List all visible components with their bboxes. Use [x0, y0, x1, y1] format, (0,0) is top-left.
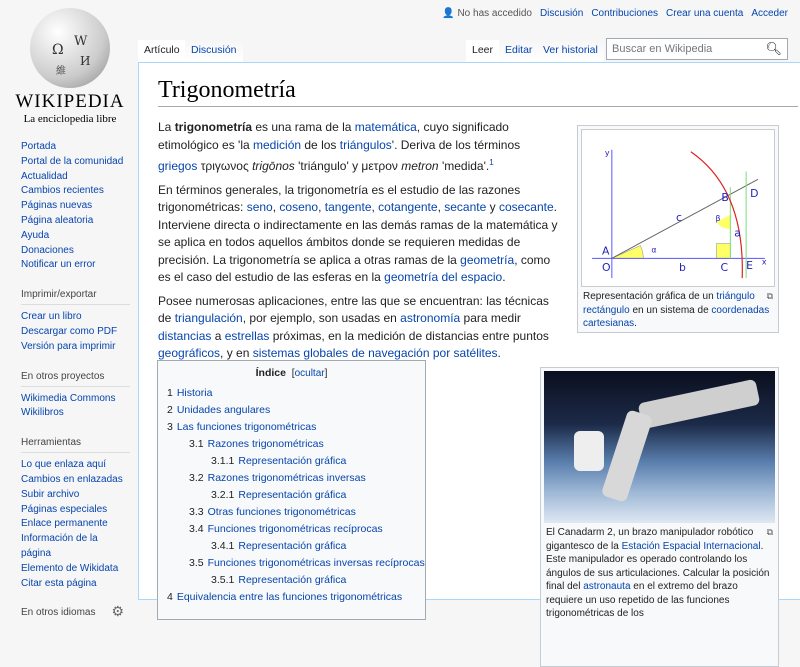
- text: 'triángulo' y μετρον: [294, 159, 402, 173]
- link-griegos[interactable]: griegos: [158, 159, 198, 173]
- toc-number: 3.5: [189, 557, 204, 569]
- sidebar-item-elemento-de-wikidata[interactable]: Elemento de Wikidata: [21, 562, 119, 574]
- personal-tools: [442, 8, 788, 19]
- toc-number: 3: [167, 421, 173, 433]
- label-y: y: [604, 148, 610, 158]
- toc-link[interactable]: Otras funciones trigonométricas: [207, 506, 356, 518]
- link-tangente[interactable]: tangente: [324, 200, 372, 214]
- text: La: [158, 120, 175, 134]
- sidebar-item-descargar-como-pdf[interactable]: Descargar como PDF: [21, 325, 118, 337]
- canadarm-photo[interactable]: [544, 371, 775, 523]
- text: en un sistema de: [629, 304, 712, 316]
- text: , y en: [220, 346, 253, 360]
- toc-item[interactable]: [165, 555, 425, 572]
- wordmark: WIKIPEDIA: [15, 91, 125, 112]
- toc-item[interactable]: [165, 436, 418, 453]
- italic-text: trigōnos: [252, 159, 295, 173]
- toc-item[interactable]: [165, 402, 418, 419]
- link-estacion-espacial-internacional[interactable]: Estación Espacial Internacional: [621, 540, 761, 552]
- toc-number: 3.2.1: [211, 489, 235, 501]
- wikipedia-logo[interactable]: [10, 8, 130, 125]
- toc-number: 3.3: [189, 506, 204, 518]
- toc-number: 3.1: [189, 438, 204, 450]
- toc-item[interactable]: [165, 572, 418, 589]
- projects-heading: En otros proyectos: [21, 367, 130, 387]
- sidebar-item-portada[interactable]: Portada: [21, 141, 57, 152]
- triangle-diagram[interactable]: [581, 129, 775, 287]
- sidebar-item-version-para-imprimir[interactable]: Versión para imprimir: [21, 340, 116, 352]
- toc-item[interactable]: [165, 487, 418, 504]
- italic-text: metron: [401, 159, 439, 173]
- link-coseno[interactable]: coseno: [279, 200, 319, 214]
- link-coordenadas-cartesianas[interactable]: coordenadas cartesianas: [583, 304, 770, 329]
- sidebar-item-informacion-de-la-pagina[interactable]: Información de la página: [21, 533, 98, 559]
- link-geometria-del-espacio[interactable]: geometría del espacio: [384, 270, 503, 284]
- text: es una rama de la: [252, 120, 355, 134]
- toc-item[interactable]: [165, 504, 418, 521]
- print-heading: Imprimir/exportar: [21, 285, 130, 305]
- tools-heading: Herramientas: [21, 433, 130, 453]
- toc-link[interactable]: Funciones trigonométricas inversas recíprocas: [207, 557, 425, 569]
- toc-number: 3.5.1: [211, 574, 235, 586]
- bold-text: trigonometría: [174, 120, 253, 134]
- text: . Interviene directa o indirectamente en las demás ramas de la matemática y se aplica en todos aquellos ámbitos donde se requieren medidas de precisión. La trigonometría se aplica a otras ramas de la: [158, 200, 558, 267]
- link-astronomia[interactable]: astronomía: [400, 311, 461, 325]
- text: , como es el caso del estudio de las esferas en la: [158, 252, 551, 284]
- text: , por ejemplo, son usadas en: [242, 311, 401, 325]
- toc-link[interactable]: Representación gráfica: [238, 574, 347, 586]
- sidebar-item-actualidad[interactable]: Actualidad: [21, 170, 68, 182]
- enlarge-icon[interactable]: ⧉: [766, 527, 773, 537]
- tab-edit[interactable]: Editar: [499, 40, 538, 62]
- languages-heading: En otros idiomas: [21, 607, 96, 619]
- text: .: [634, 318, 637, 329]
- sidebar-item-citar-esta-pagina[interactable]: Citar esta página: [21, 577, 97, 589]
- link-astronauta[interactable]: astronauta: [583, 581, 631, 592]
- sidebar-item-cambios-recientes[interactable]: Cambios recientes: [21, 185, 104, 197]
- toc-number: 3.4: [189, 523, 204, 535]
- link-triangulo-rectangulo[interactable]: triángulo rectángulo: [583, 291, 755, 316]
- create-account-link[interactable]: Crear una cuenta: [666, 8, 744, 19]
- link-sistemas-globales-de-navegacion-por-satelites[interactable]: sistemas globales de navegación por satélites: [252, 346, 498, 360]
- text: τριγωνος: [197, 159, 253, 173]
- sidebar-item-subir-archivo[interactable]: Subir archivo: [21, 488, 80, 500]
- paragraph-general: [158, 182, 558, 287]
- label-O: O: [601, 261, 611, 275]
- tagline: La enciclopedia libre: [23, 113, 117, 125]
- search-icon[interactable]: 🔍︎: [765, 41, 782, 56]
- toc-item[interactable]: [165, 453, 418, 470]
- toc-link[interactable]: Funciones trigonométricas recíprocas: [207, 523, 383, 535]
- text: ,: [371, 200, 379, 214]
- link-estrellas[interactable]: estrellas: [224, 328, 270, 343]
- text: ,: [318, 200, 325, 214]
- figure-triangle: [577, 125, 779, 333]
- toc-number: 4: [167, 591, 173, 603]
- text: El Canadarm 2, un brazo manipulador robótico gigantesco de la: [546, 527, 754, 552]
- sidebar-item-wikilibros[interactable]: Wikilibros: [21, 407, 64, 419]
- text: en el extremo del brazo requiere un uso repetido de las funciones trigonométricas de los: [546, 581, 738, 619]
- toc-link[interactable]: Unidades angulares: [176, 404, 271, 416]
- user-status: 👤 No has accedido: [442, 8, 532, 19]
- toc-link[interactable]: Historia: [176, 387, 213, 399]
- figure-canadarm: [540, 367, 779, 667]
- text: '. Deriva de los términos: [391, 137, 521, 152]
- figure-caption: [544, 523, 775, 624]
- link-geograficos[interactable]: geográficos: [158, 346, 221, 360]
- label-beta: β: [715, 213, 721, 223]
- table-of-contents: Índice [ocultar] 1 Historia 2 Unidades angulares 3 Las funciones trigonométricas 3.1 Razones trigonométricas 3.1.1 Representación gráfica 3.2 Razones trigonométricas inversas 3.2.1 Representación gráfica 3.3 Otras funciones trigonométricas 3.4 Funciones trigonométricas recíprocas 3.4.1 Representación gráfica 3.5 Funciones trigonométricas inversas recíprocas 3.5.1 Representación gráfica 4 Equivalencia entre las funciones trigonométricas: [157, 360, 426, 620]
- text: de los: [301, 137, 340, 152]
- label-alpha: α: [651, 245, 657, 255]
- talk-link[interactable]: Discusión: [539, 8, 584, 19]
- tab-discussion[interactable]: Discusión: [185, 40, 243, 62]
- tab-article[interactable]: Artículo: [138, 40, 186, 62]
- label-A: A: [601, 244, 610, 258]
- toc-item[interactable]: [165, 385, 418, 402]
- link-medicion[interactable]: medición: [253, 137, 302, 152]
- text: .: [497, 346, 501, 360]
- link-seno[interactable]: seno: [246, 200, 273, 214]
- label-b: b: [678, 261, 686, 275]
- label-c: c: [676, 210, 683, 224]
- text: Representación gráfica de un: [583, 291, 717, 302]
- toc-item[interactable]: [165, 538, 418, 555]
- label-C: C: [720, 261, 729, 275]
- text: , cuyo significado etimológico es 'la: [158, 120, 509, 152]
- toc-number: 2: [167, 404, 173, 416]
- text: Posee numerosas aplicaciones, entre las que se encuentran: las técnicas de: [158, 293, 549, 325]
- text: ,: [437, 200, 445, 214]
- link-triangulos[interactable]: triángulos: [339, 137, 392, 152]
- toc-item[interactable]: [165, 589, 418, 606]
- text: para medir: [460, 311, 521, 325]
- label-E: E: [746, 259, 754, 273]
- tab-history[interactable]: Ver historial: [537, 40, 604, 62]
- link-cotangente[interactable]: cotangente: [378, 200, 438, 214]
- gear-icon[interactable]: ⚙: [111, 603, 124, 620]
- page-title: Trigonometría: [158, 77, 798, 107]
- content: [138, 62, 800, 619]
- toc-link[interactable]: Representación gráfica: [238, 540, 347, 552]
- toc-link[interactable]: Las funciones trigonométricas: [176, 421, 317, 433]
- sidebar-item-paginas-nuevas[interactable]: Páginas nuevas: [21, 200, 93, 212]
- text: ,: [272, 200, 280, 214]
- toc-link[interactable]: Razones trigonométricas: [207, 438, 324, 450]
- text: próximas, en la medición de distancias entre puntos: [269, 328, 549, 343]
- text: 'medida'.: [438, 159, 490, 173]
- toc-item[interactable]: [165, 419, 418, 436]
- sidebar-item-paginas-especiales[interactable]: Páginas especiales: [21, 503, 108, 515]
- toc-number: 3.2: [189, 472, 204, 484]
- figure-caption: [581, 287, 775, 334]
- text: En términos generales, la trigonometría es el estudio de las razones trigonométricas:: [158, 182, 521, 214]
- search-input[interactable]: Buscar en Wikipedia 🔍︎: [606, 38, 788, 60]
- toc-link[interactable]: Razones trigonométricas inversas: [207, 472, 366, 484]
- toc-number: 3.1.1: [211, 455, 235, 467]
- link-distancias[interactable]: distancias: [158, 328, 212, 343]
- contributions-link[interactable]: Contribuciones: [591, 8, 659, 19]
- reference-link[interactable]: 1: [489, 158, 494, 167]
- label-B: B: [721, 191, 729, 205]
- sidebar-item-wikimedia-commons[interactable]: Wikimedia Commons: [21, 392, 116, 404]
- toc-item[interactable]: [165, 470, 418, 487]
- text: . Este manipulador es operado controlando los ángulos de sus articulaciones. Calcular la posición final del: [546, 540, 770, 592]
- sidebar-item-cambios-en-enlazadas[interactable]: Cambios en enlazadas: [21, 473, 123, 485]
- toc-toggle[interactable]: ocultar: [294, 368, 325, 379]
- toc-link[interactable]: Equivalencia entre las funciones trigonométricas: [176, 591, 403, 603]
- enlarge-icon[interactable]: ⧉: [766, 291, 773, 301]
- link-secante[interactable]: secante: [444, 200, 487, 214]
- toc-link[interactable]: Representación gráfica: [238, 489, 347, 501]
- toc-link[interactable]: Representación gráfica: [238, 455, 347, 467]
- globe-icon: Ω W И 維: [30, 8, 110, 88]
- sidebar-item-donaciones[interactable]: Donaciones: [21, 244, 74, 256]
- text: y: [486, 200, 499, 214]
- link-triangulacion[interactable]: triangulación: [174, 311, 243, 325]
- toc-number: 1: [167, 387, 173, 399]
- sidebar-item-portal-de-la-comunidad[interactable]: Portal de la comunidad: [21, 155, 124, 167]
- sidebar-item-ayuda[interactable]: Ayuda: [21, 229, 50, 241]
- toc-title: Índice: [255, 367, 286, 379]
- sidebar-item-notificar-un-error[interactable]: Notificar un error: [21, 259, 96, 271]
- text: .: [502, 270, 506, 284]
- toc-item[interactable]: [165, 521, 418, 538]
- tab-read[interactable]: Leer: [466, 40, 499, 62]
- toc-number: 3.4.1: [211, 540, 235, 552]
- login-link[interactable]: Acceder: [751, 8, 788, 19]
- link-geometria[interactable]: geometría: [460, 252, 515, 267]
- label-x: x: [761, 257, 767, 267]
- sidebar-item-crear-un-libro[interactable]: Crear un libro: [21, 311, 82, 323]
- link-cosecante[interactable]: cosecante: [498, 200, 554, 214]
- paragraph-applications: [158, 293, 558, 363]
- link-matematica[interactable]: matemática: [354, 120, 417, 134]
- paragraph-intro: [158, 119, 558, 176]
- sidebar: [0, 140, 138, 634]
- label-D: D: [750, 187, 759, 201]
- label-a: a: [734, 226, 741, 240]
- text: a: [211, 328, 225, 343]
- sidebar-item-enlace-permanente[interactable]: Enlace permanente: [21, 518, 108, 530]
- sidebar-item-pagina-aleatoria[interactable]: Página aleatoria: [21, 214, 94, 226]
- sidebar-item-lo-que-enlaza-aqui[interactable]: Lo que enlaza aquí: [21, 459, 107, 471]
